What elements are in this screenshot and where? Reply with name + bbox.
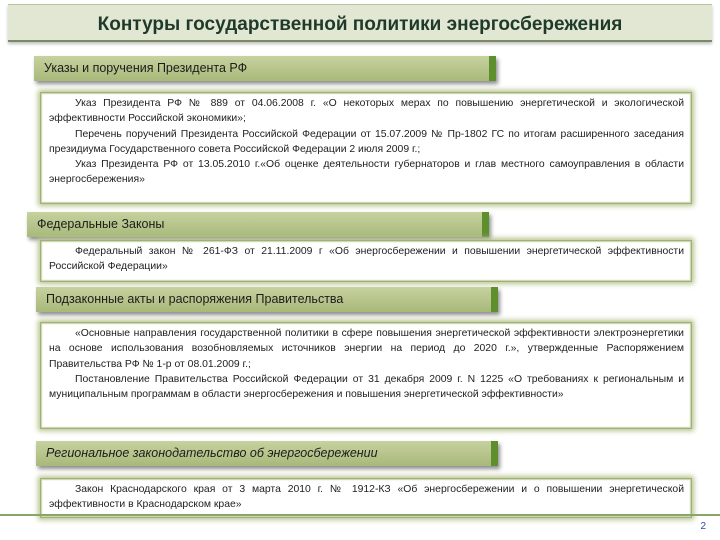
section-header-government-acts: Подзаконные акты и распоряжения Правительства — [36, 287, 498, 312]
section-header-regional-legislation: Региональное законодательство об энергосбережении — [36, 441, 498, 466]
paragraph: «Основные направления государственной политики в сфере повышения энергетической эффективности электроэнергетики на основе использования возобновляемых источников энергии на период до 2020 г.», утвержденные Распоряжением Правительства РФ № 1-р от 08.01.2009 г.; — [49, 328, 684, 370]
section-header-federal-laws: Федеральные Законы — [27, 212, 489, 237]
section-box-federal-laws — [40, 240, 692, 282]
footer-divider — [0, 514, 720, 516]
paragraph: Указ Президента РФ от 13.05.2010 г.«Об оценке деятельности губернаторов и глав местного самоуправления в области энергосбережения» — [49, 159, 684, 186]
section-box-decrees — [40, 92, 692, 204]
paragraph: Постановление Правительства Российской Федерации от 31 декабря 2009 г. N 1225 «О требованиях к региональным и муниципальным программам в области энергосбережения и повышения энергетической эффективности» — [49, 373, 684, 401]
paragraph: Закон Краснодарского края от 3 марта 2010 г. № 1912-КЗ «Об энергосбережении и о повышении энергетической эффективности в Краснодарском крае» — [49, 484, 684, 511]
paragraph: Федеральный закон № 261-ФЗ от 21.11.2009 г «Об энергосбережении и повышении энергетической эффективности Российской Федерации» — [49, 246, 684, 273]
paragraph: Перечень поручений Президента Российской Федерации от 15.07.2009 № Пр-1802 ГС по итогам расширенного заседания президиума Государственного совета Российской Федерации 2 июля 2009 г.; — [49, 128, 684, 155]
paragraph: Указ Президента РФ № 889 от 04.06.2008 г. «О некоторых мерах по повышению энергетической и экологической эффективности Российской экономики»; — [49, 98, 684, 125]
slide-title: Контуры государственной политики энергосбережения — [97, 14, 623, 35]
section-header-decrees: Указы и поручения Президента РФ — [34, 56, 496, 81]
section-box-regional-legislation — [40, 478, 692, 518]
page-number: 2 — [700, 521, 706, 532]
section-box-government-acts — [40, 322, 692, 429]
title-bar — [8, 4, 712, 42]
